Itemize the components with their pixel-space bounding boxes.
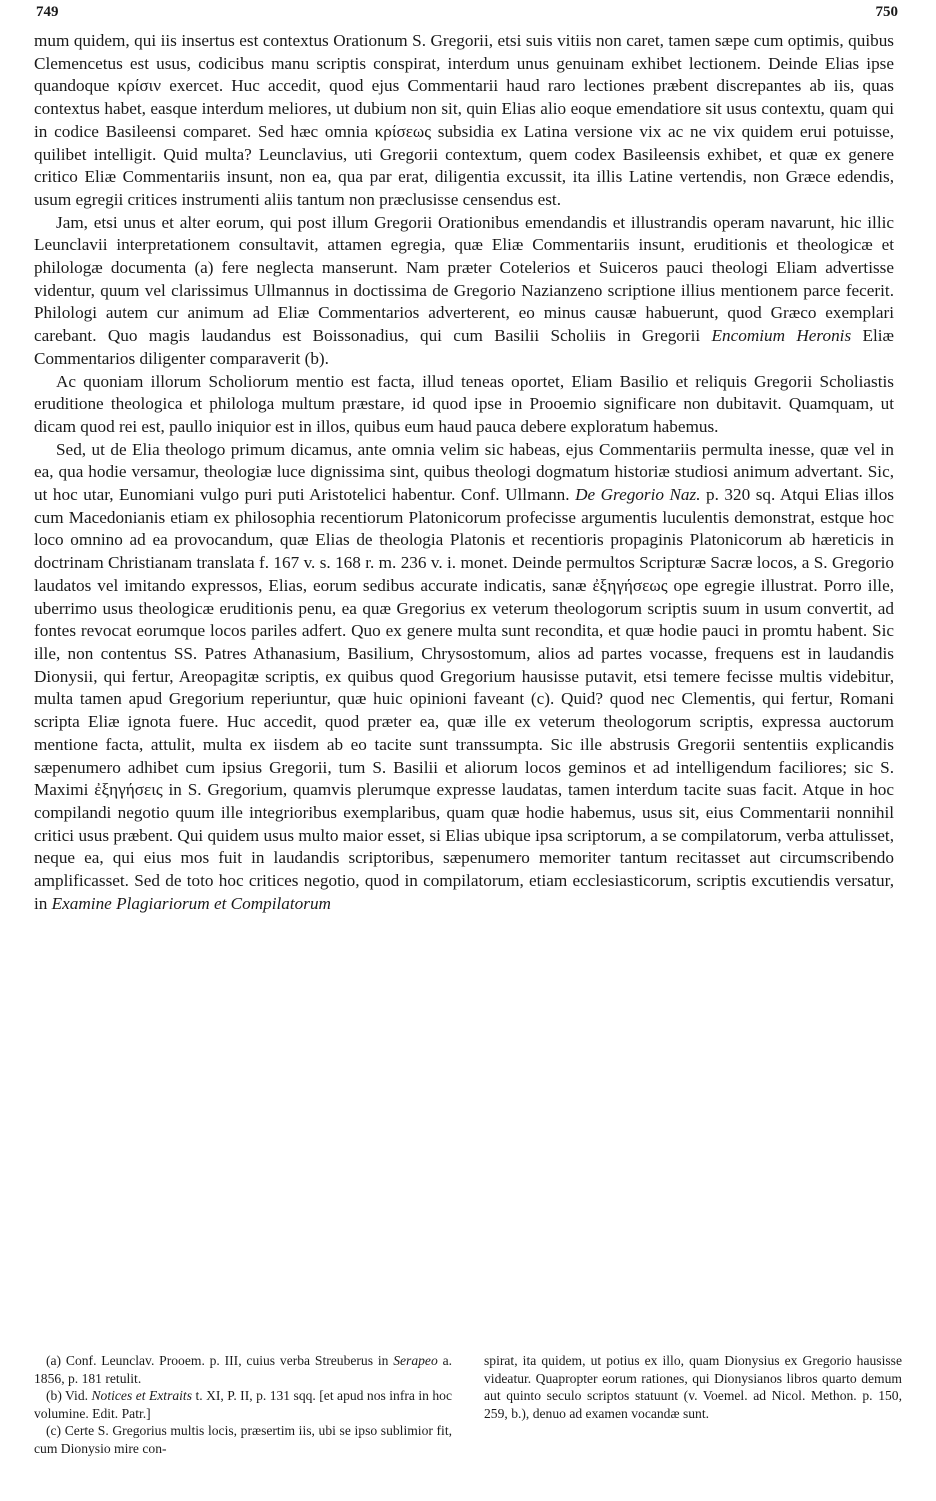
footnote-c-continued — [484, 1352, 902, 1422]
footnote-b-italic: Notices et Extraits — [91, 1388, 193, 1404]
paragraph-1 — [34, 30, 894, 212]
right-page-number: 750 — [875, 4, 898, 20]
encomium-heronis-title: Encomium Heronis — [711, 326, 852, 346]
paragraph-3 — [34, 371, 894, 439]
paragraph-1-text: mum quidem, qui iis insertus est contextus Orationum S. Gregorii, etsi suis vitiis non caret, tamen sæpe cum optimis, quibus Clemencetus est usus, codicibus manu scriptis conspirat, interdum unus genuinam exhibet lectionem. Deinde Elias ipse quandoque κρίσιν exercet. Huc accedit, quod ejus Commentarii haud raro lectiones præbent discrepantes ab iis, quas contextus habet, easque interdum meliores, ut dubium non sit, quin Elias alio eoque emendatiore sit usus contextu, quam qui in codice Basileensi comparet. Sed hæc omnia κρίσεως subsidia ex Latina versione vix ac ne vix quidem erui potuisse, quilibet intelligit. Quid multa? Leunclavius, uti Gregorii contextum, quem codex Basileensis exhibet, et quæ ex genere critico Eliæ Commentariis insunt, non ea, qua par erat, diligentia excussit, ita illis Latine vertendis, non Græce edendis, usum egregii critices instrumenti aliis tantum non præclusisse censendus est. — [34, 31, 894, 209]
footnote-c-text: (c) Certe S. Gregorius multis locis, præsertim iis, ubi se ipso sublimior fit, cum Dionysio mire con- — [34, 1423, 452, 1456]
footnotes-left-column — [34, 1352, 452, 1458]
examine-plagiariorum-title: Examine Plagiariorum et Compilatorum — [51, 893, 331, 913]
footnote-a-end: a. 1856, p. 181 retulit. — [34, 1353, 453, 1386]
footnote-b — [34, 1387, 452, 1422]
paragraph-4 — [34, 439, 894, 916]
footnote-b-end: t. XI, P. II, p. 131 sqq. [et apud nos infra in hoc volumine. Edit. Patr.] — [34, 1388, 452, 1421]
document-page — [34, 0, 902, 1501]
footnote-a-italic: Serapeo — [393, 1353, 438, 1368]
footnotes — [34, 1352, 902, 1458]
footnotes-right-column — [484, 1352, 902, 1458]
paragraph-4-text-a: Sed, ut de Elia theologo primum dicamus, ante omnia velim sic habeas, ejus Commentariis permulta inesse, quæ vel in ea, qua hodie versamur, theologiæ luce dignissima sint, quibus theologi dogmatum historiæ studiosi animum advertant. Sic, ut hoc utar, Eunomiani vulgo puri puti Aristotelici habentur. Conf. Ullmann. — [34, 439, 894, 505]
paragraph-2-end: Eliæ Commentarios diligenter comparaverit (b). — [34, 326, 895, 368]
footnote-a — [34, 1352, 452, 1387]
paragraph-2 — [34, 212, 894, 371]
body-text — [34, 30, 894, 915]
de-gregorio-title: De Gregorio Naz. — [575, 485, 701, 505]
paragraph-4-text-b: p. 320 sq. Atqui Elias illos cum Macedonianis etiam ex philosophia recentiorum Platonicorum profecisse argumentis luculentis demonstrat, estque hoc loco omnino ad ea provocandum, quæ Elias de theologia Platonis et recentioris propaginis Platonicorum ab hæreticis in doctrinam Christianam translata f. 167 v. s. 168 r. m. 236 v. i. monet. Deinde permultos Scripturæ Sacræ locos, a S. Gregorio laudatos vel imitando expressos, Elias, eorum sedibus accurate indicatis, sanæ ἐξηγήσεως ope egregie illustrat. Porro ille, uberrimo usus theologicæ eruditionis penu, ea quæ Gregorius ex veterum theologorum scriptis suum in usum convertit, ad fontes revocat eorumque locos pariles adfert. Quo ex genere multa sunt recondita, et quæ hodie pauci in promtu habent. Sic ille, non contentus SS. Patres Athanasium, Basilium, Chrysostomum, alios ad partes vocasse, frequens est in laudandis Dionysii, qui fertur, Areopagitæ scriptis, ex quibus quod Gregorium hausisse putavit, etsi temere fecisse multis videbitur, multa tamen apud Gregorium reperiuntur, quæ huic opinioni faveant (c). Quid? quod nec Clementis, qui fertur, Romani scripta Eliæ ignota fuere. Huc accedit, quod præter ea, quæ ille ex veterum theologorum scriptis, expressa auctorum mentione facta, attulit, multa ex iisdem ab eo tacite sunt transsumpta. Sic ille abstrusis Gregorii sententiis explicandis sæpenumero adhibet cum ipsius Gregorii, tum S. Basilii et aliorum locos geminos et ad intelligendum faciliores; sic S. Maximi ἐξηγήσεις in S. Gregorium, quamvis plerumque expresse laudatas, tamen interdum tacite suas facit. Atque in hoc compilandi negotio quum ille integrioribus exemplaribus, quam quæ hodie habemus, usus sit, eius Commentarii nonnihil critici usus præbent. Qui quidem usus multo maior esset, si Elias ubique ipsa scriptorum, a se compilatorum, verba attulisset, neque ea, qui eius mos fuit in laudandis scriptoribus, sæpenumero memoriter tantum recitasset aut circumscribendo amplificasset. Sed de toto hoc critices negotio, quod in compilatorum, etiam ecclesiasticorum, scriptis excutiendis versatur, in — [34, 485, 894, 913]
footnote-c-continued-text: spirat, ita quidem, ut potius ex illo, quam Dionysius ex Gregorio hausisse videatur. Quapropter eorum rationes, qui Dionysianos libros quarto demum aut quinto seculo scriptos statuunt (v. Voemel. ad Nicol. Methon. p. 150, 259, b.), denuo ad examen vocandæ sunt. — [484, 1353, 902, 1421]
footnote-a-text: (a) Conf. Leunclav. Prooem. p. III, cuius verba Streuberus in — [46, 1353, 389, 1368]
footnote-c — [34, 1422, 452, 1457]
footnote-b-text: (b) Vid. — [46, 1388, 89, 1404]
paragraph-2-text: Jam, etsi unus et alter eorum, qui post illum Gregorii Orationibus emendandis et illustrandis operam navarunt, hic illic Leunclavii interpretationem consultavit, attamen egregia, quæ Eliæ Commentariis insunt, eruditionis et theologicæ et philologæ documenta (a) fere neglecta manserunt. Nam præter Cotelerios et Suiceros pauci theologi Eliam advertisse videntur, quum vel clarissimus Ullmannus in doctissima de Gregorio Nazianzeno scriptione illius mentionem parce fecerit. Philologi autem cur animum ad Eliæ Commentarios adverterent, eo minus causæ habuerunt, quod Græco exemplari carebant. Quo magis laudandus est Boissonadius, qui cum Basilii Scholiis in Gregorii — [34, 212, 894, 346]
paragraph-3-text: Ac quoniam illorum Scholiorum mentio est facta, illud teneas oportet, Eliam Basilio et reliquis Gregorii Scholiastis eruditione theologica et philologa multum præstare, id quod ipse in Prooemio significare non dubitavit. Quamquam, ut dicam quod rei est, paullo iniquior est in illos, quibus eum haud pauca debere exploratum habemus. — [34, 371, 894, 436]
left-page-number: 749 — [36, 4, 59, 20]
page-header — [34, 4, 902, 24]
